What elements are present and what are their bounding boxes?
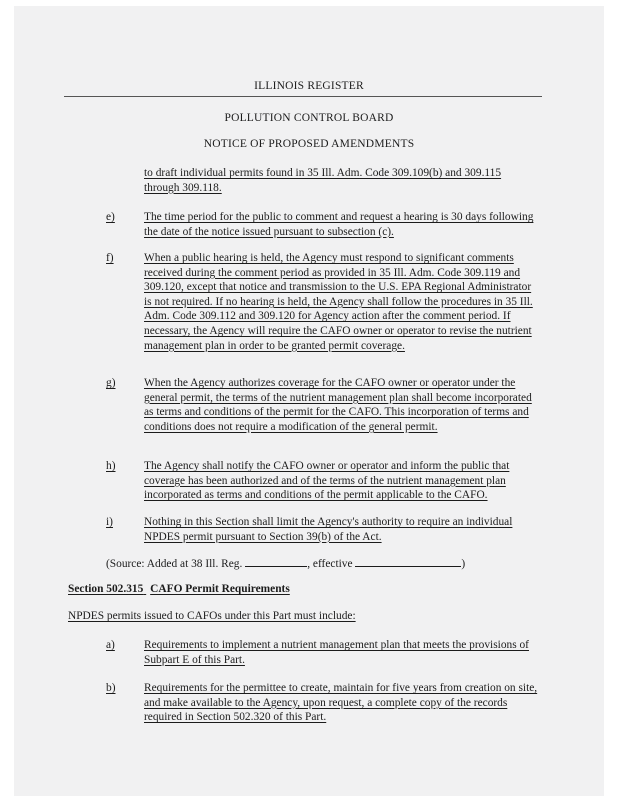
item-a-text: Requirements to implement a nutrient management plan that meets the provisions of Subpart E of this Part. <box>144 639 529 666</box>
item-g-label: g) <box>106 377 116 389</box>
item-g-text: When the Agency authorizes coverage for the CAFO owner or operator under the general permit, the terms of the nutrient management plan shall become incorporated as terms and conditions of the permit for the CAFO. This incorporation of terms and conditions does not require a modification of the general permit. <box>144 377 532 433</box>
item-f-text: When a public hearing is held, the Agency must respond to significant comments received during the comment period as provided in 35 Ill. Adm. Code 309.119 and 309.120, except that notice and transmission to the U.S. EPA Regional Administrator is not required. If no hearing is held, the Agency shall follow the procedures in 35 Ill. Adm. Code 309.112 and 309.120 for Agency action after the comment period. If necessary, the Agency will require the CAFO owner or operator to revise the nutrient management plan in order to be granted permit coverage. <box>144 252 533 352</box>
item-b-label: b) <box>106 682 116 694</box>
item-a-label: a) <box>106 639 115 651</box>
item-e-label: e) <box>106 211 115 223</box>
notice-title: NOTICE OF PROPOSED AMENDMENTS <box>203 138 415 150</box>
item-i-label: i) <box>106 516 113 528</box>
section-title: CAFO Permit Requirements <box>150 583 290 595</box>
section-heading <box>68 582 290 597</box>
item-h-label: h) <box>106 460 116 472</box>
register-title: ILLINOIS REGISTER <box>254 80 364 92</box>
source-suffix: ) <box>461 558 466 570</box>
item-f-label: f) <box>106 252 114 264</box>
section-number: Section 502.315 <box>68 583 144 595</box>
item-e-text: The time period for the public to comment and request a hearing is 30 days following the date of the notice issued pursuant to subsection (c). <box>144 211 534 238</box>
effective-date-blank <box>355 556 461 567</box>
board-title: POLLUTION CONTROL BOARD <box>224 112 394 124</box>
reg-page-blank <box>245 556 307 567</box>
source-prefix: (Source: Added at 38 Ill. Reg. <box>106 558 246 570</box>
source-note <box>106 556 546 572</box>
item-h-text: The Agency shall notify the CAFO owner or operator and inform the public that coverage has been authorized and of the terms of the nutrient management plan incorporated as terms and conditions of the permit applicable to the CAFO. <box>144 460 510 502</box>
header-rule <box>64 96 542 97</box>
item-b-text: Requirements for the permittee to create, maintain for five years from creation on site, and make available to the Agency, upon request, a complete copy of the records required in Section 502.320 of this Part. <box>144 682 538 724</box>
section-intro: NPDES permits issued to CAFOs under this Part must include: <box>68 610 356 622</box>
source-middle: , effective <box>307 558 356 570</box>
continuation-text: to draft individual permits found in 35 Ill. Adm. Code 309.109(b) and 309.115 through 309.118. <box>144 167 502 194</box>
item-i-text: Nothing in this Section shall limit the Agency's authority to require an individual NPDES permit pursuant to Section 39(b) of the Act. <box>144 516 513 543</box>
